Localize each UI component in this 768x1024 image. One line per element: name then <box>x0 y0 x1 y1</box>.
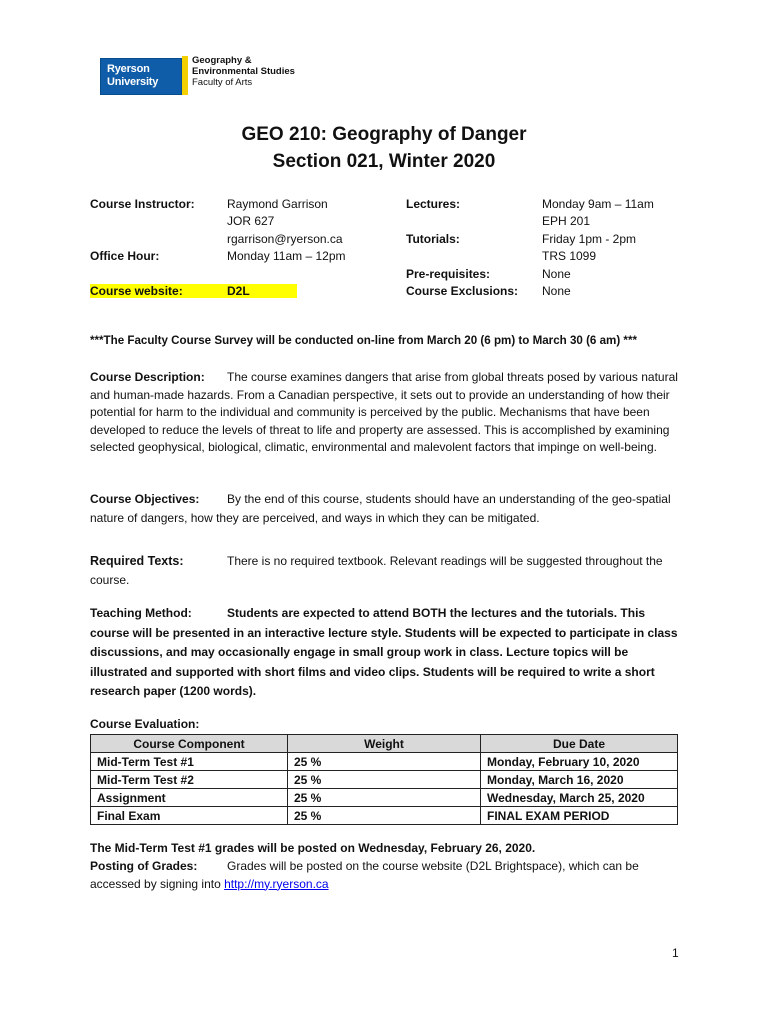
tutorials-time: Friday 1pm - 2pm <box>542 232 637 246</box>
instructor-label: Course Instructor: <box>90 197 195 211</box>
teaching-text: Students are expected to attend BOTH the lectures and the tutorials. This course will be presented in an interactive lecture style. Students will be expected to participate in class discussions, and may occasionally engage in small group work in class. Lecture topics will be illustrated and supported with short films and video clips. Students will be required to write a short research paper (1200 words). <box>90 606 678 698</box>
tutorials-room: TRS 1099 <box>542 249 597 263</box>
office-hour-value: Monday 11am – 12pm <box>227 249 346 263</box>
course-section: Section 021, Winter 2020 <box>272 151 496 172</box>
course-objectives <box>90 490 680 528</box>
website-value: D2L <box>227 284 297 298</box>
course-description <box>90 369 680 457</box>
department-name <box>192 55 295 88</box>
logo-university-line1: Ryerson <box>107 63 150 75</box>
required-texts <box>90 552 680 590</box>
instructor-email[interactable]: rgarrison@ryerson.ca <box>227 232 343 246</box>
dept-line1: Geography & <box>192 55 252 66</box>
description-label: Course Description: <box>90 370 205 384</box>
lectures-label: Lectures: <box>406 197 461 211</box>
myryerson-link[interactable]: http://my.ryerson.ca <box>224 876 329 891</box>
teaching-label: Teaching Method: <box>90 606 192 620</box>
exclusions-value: None <box>542 284 571 298</box>
survey-notice: ***The Faculty Course Survey will be conducted on-line from March 20 (6 pm) to March 30 (6 am) *** <box>90 334 637 347</box>
website-label: Course website: <box>90 284 227 298</box>
row-weight: 25 % <box>288 771 481 789</box>
table-header-row <box>91 735 678 753</box>
required-texts-text: There is no required textbook. Relevant readings will be suggested throughout the course. <box>90 554 663 587</box>
table-row <box>91 771 678 789</box>
header-due-date: Due Date <box>481 735 678 753</box>
row-due-date: Monday, March 16, 2020 <box>481 771 678 789</box>
row-weight: 25 % <box>288 807 481 825</box>
office-hour-label: Office Hour: <box>90 249 160 263</box>
evaluation-label: Course Evaluation: <box>90 717 200 731</box>
instructor-room: JOR 627 <box>227 214 275 228</box>
row-due-date: FINAL EXAM PERIOD <box>481 807 678 825</box>
objectives-text: By the end of this course, students should have an understanding of the geo-spatial nature of dangers, how they are perceived, and ways in which they can be mitigated. <box>90 492 671 525</box>
row-component: Mid-Term Test #1 <box>91 753 288 771</box>
page-number: 1 <box>672 946 679 960</box>
tutorials-label: Tutorials: <box>406 232 460 246</box>
row-component: Assignment <box>91 789 288 807</box>
ryerson-logo <box>100 58 182 95</box>
header-weight: Weight <box>288 735 481 753</box>
lectures-time: Monday 9am – 11am <box>542 197 654 211</box>
row-due-date: Monday, February 10, 2020 <box>481 753 678 771</box>
table-row <box>91 789 678 807</box>
teaching-method <box>90 604 680 702</box>
objectives-label: Course Objectives: <box>90 492 200 506</box>
course-title: GEO 210: Geography of Danger <box>241 124 527 145</box>
posting-label: Posting of Grades: <box>90 859 198 873</box>
table-row <box>91 807 678 825</box>
evaluation-table <box>90 734 678 825</box>
exclusions-label: Course Exclusions: <box>406 284 519 298</box>
dept-line2: Environmental Studies <box>192 66 295 77</box>
grades-notice: The Mid-Term Test #1 grades will be posted on Wednesday, February 26, 2020. <box>90 841 536 855</box>
row-component: Mid-Term Test #2 <box>91 771 288 789</box>
lectures-room: EPH 201 <box>542 214 591 228</box>
required-texts-label: Required Texts: <box>90 554 184 568</box>
header-component: Course Component <box>91 735 288 753</box>
row-weight: 25 % <box>288 789 481 807</box>
row-component: Final Exam <box>91 807 288 825</box>
prereq-value: None <box>542 267 571 281</box>
prereq-label: Pre-requisites: <box>406 267 491 281</box>
row-weight: 25 % <box>288 753 481 771</box>
posting-of-grades <box>90 858 680 893</box>
description-text: The course examines dangers that arise from global threats posed by various natural and human-made hazards. From a Canadian perspective, it sets out to provide an understanding of how their potential for harm to the individual and community is perceived by the public. Mechanisms that have been developed to reduce the levels of threat to life and property are assessed. This is accomplished by examining selected geophysical, biological, climatic, environmental and malevolent factors that impinge on well-being. <box>90 370 678 454</box>
logo-university-line2: University <box>107 76 159 88</box>
logo-accent-bar <box>182 56 188 95</box>
instructor-name: Raymond Garrison <box>227 197 328 211</box>
table-row <box>91 753 678 771</box>
faculty-name: Faculty of Arts <box>192 77 253 88</box>
row-due-date: Wednesday, March 25, 2020 <box>481 789 678 807</box>
posting-text: Grades will be posted on the course website (D2L Brightspace), which can be accessed by signing into <box>90 859 639 891</box>
